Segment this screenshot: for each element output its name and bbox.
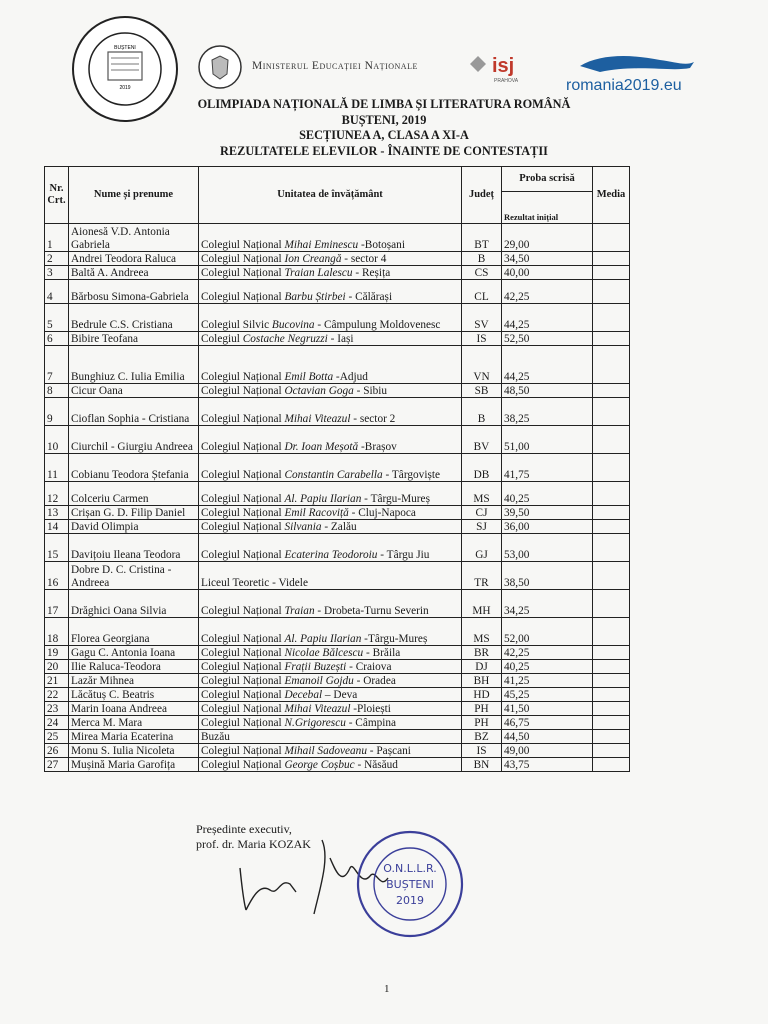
title-line-3: SECȚIUNEA A, CLASA A XI-A: [299, 128, 469, 143]
school-unit-name: Traian Lalescu: [284, 266, 353, 279]
col-header-nr: Nr. Crt.: [45, 167, 69, 224]
media-cell: [593, 426, 630, 454]
table-row: [45, 674, 630, 688]
initial-score: 41,50: [502, 702, 593, 716]
county-code: PH: [462, 702, 502, 716]
school-unit-locality: - Iași: [327, 332, 354, 345]
school-unit-prefix: Colegiul Național: [201, 238, 285, 251]
official-stamp: [354, 828, 466, 940]
table-row: [45, 590, 630, 618]
school-unit-name: Barbu Știrbei: [284, 290, 346, 303]
initial-score: 44,50: [502, 730, 593, 744]
student-name: Andrei Teodora Raluca: [69, 252, 199, 266]
row-number: 11: [45, 454, 69, 482]
col-header-judet: Județ: [462, 167, 502, 224]
school-unit: [199, 506, 462, 520]
student-name: David Olimpia: [69, 520, 199, 534]
school-unit: [199, 562, 462, 590]
school-unit-prefix: Colegiul Național: [201, 520, 285, 533]
student-name: Bunghiuz C. Iulia Emilia: [69, 346, 199, 384]
initial-score: 40,25: [502, 660, 593, 674]
county-code: SJ: [462, 520, 502, 534]
row-number: 6: [45, 332, 69, 346]
school-unit: [199, 590, 462, 618]
school-unit-prefix: Colegiul Național: [201, 660, 285, 673]
row-number: 8: [45, 384, 69, 398]
school-unit-prefix: Colegiul Național: [201, 506, 285, 519]
student-name: Dobre D. C. Cristina - Andreea: [69, 562, 199, 590]
initial-score: 44,25: [502, 304, 593, 332]
school-unit-locality: - Craiova: [346, 660, 392, 673]
row-number: 10: [45, 426, 69, 454]
school-unit-name: Ecaterina Teodoroiu: [284, 548, 378, 561]
initial-score: 38,25: [502, 398, 593, 426]
ministry-name: Ministerul Educației Naționale: [252, 60, 418, 72]
isj-text: isj: [492, 55, 515, 77]
col-header-rezultat: Rezultat inițial: [502, 192, 593, 224]
row-number: 27: [45, 758, 69, 772]
table-row: [45, 332, 630, 346]
school-unit-name: Al. Papiu Ilarian: [284, 632, 362, 645]
row-number: 12: [45, 482, 69, 506]
school-unit-name: Mihai Viteazul: [284, 412, 351, 425]
media-cell: [593, 534, 630, 562]
col-header-proba: Proba scrisă: [502, 167, 593, 192]
school-unit-name: Constantin Carabella: [284, 468, 383, 481]
table-row: [45, 534, 630, 562]
school-unit-locality: - Pașcani: [366, 744, 411, 757]
media-cell: [593, 660, 630, 674]
stamp-center-mid: BUȘTENI: [386, 878, 434, 891]
table-row: [45, 562, 630, 590]
student-name: Bibire Teofana: [69, 332, 199, 346]
stamp-center-year: 2019: [396, 894, 424, 907]
student-name: Florea Georgiana: [69, 618, 199, 646]
school-unit-name: Mihai Viteazul: [284, 702, 351, 715]
county-code: MH: [462, 590, 502, 618]
school-unit-locality: -Ploiești: [350, 702, 391, 715]
school-unit: [199, 252, 462, 266]
school-unit: [199, 304, 462, 332]
initial-score: 43,75: [502, 758, 593, 772]
row-number: 5: [45, 304, 69, 332]
row-number: 21: [45, 674, 69, 688]
school-unit-prefix: Colegiul Național: [201, 646, 285, 659]
table-row: [45, 646, 630, 660]
initial-score: 45,25: [502, 688, 593, 702]
table-row: [45, 346, 630, 384]
school-unit: [199, 674, 462, 688]
row-number: 14: [45, 520, 69, 534]
school-unit: [199, 660, 462, 674]
school-unit-locality: -Brașov: [358, 440, 397, 453]
school-unit-prefix: Colegiul Național: [201, 252, 285, 265]
school-unit-prefix: Colegiul Național: [201, 674, 285, 687]
school-unit-prefix: Colegiul Național: [201, 604, 285, 617]
county-code: TR: [462, 562, 502, 590]
signatory-name: prof. dr. Maria KOZAK: [196, 837, 311, 851]
row-number: 2: [45, 252, 69, 266]
table-row: [45, 384, 630, 398]
initial-score: 41,25: [502, 674, 593, 688]
county-code: BN: [462, 758, 502, 772]
row-number: 3: [45, 266, 69, 280]
table-row: [45, 730, 630, 744]
media-cell: [593, 520, 630, 534]
isj-sub-text: PRAHOVA: [494, 78, 519, 84]
student-name: Davițoiu Ileana Teodora: [69, 534, 199, 562]
school-unit-name: Costache Negruzzi: [242, 332, 328, 345]
county-code: BT: [462, 224, 502, 252]
school-unit-name: Silvania: [284, 520, 322, 533]
table-row: [45, 520, 630, 534]
school-unit: [199, 534, 462, 562]
initial-score: 52,00: [502, 618, 593, 646]
initial-score: 42,25: [502, 280, 593, 304]
media-cell: [593, 646, 630, 660]
school-unit-prefix: Colegiul Național: [201, 384, 285, 397]
media-cell: [593, 398, 630, 426]
student-name: Marin Ioana Andreea: [69, 702, 199, 716]
school-unit-locality: – Deva: [322, 688, 358, 701]
school-unit-locality: -Botoșani: [358, 238, 405, 251]
student-name: Mirea Maria Ecaterina: [69, 730, 199, 744]
table-row: [45, 660, 630, 674]
media-cell: [593, 702, 630, 716]
initial-score: 34,50: [502, 252, 593, 266]
school-unit-name: N.Grigorescu: [284, 716, 346, 729]
school-unit-locality: - Câmpulung Moldovenesc: [314, 318, 441, 331]
county-code: PH: [462, 716, 502, 730]
school-unit-prefix: Colegiul Național: [201, 632, 285, 645]
table-row: [45, 482, 630, 506]
school-unit-prefix: Colegiul Național: [201, 290, 285, 303]
school-unit: [199, 702, 462, 716]
row-number: 16: [45, 562, 69, 590]
school-unit: [199, 384, 462, 398]
school-unit-locality: - sector 4: [341, 252, 387, 265]
student-name: Cioflan Sophia - Cristiana: [69, 398, 199, 426]
initial-score: 48,50: [502, 384, 593, 398]
media-cell: [593, 562, 630, 590]
government-emblem: [194, 44, 246, 90]
school-unit-prefix: Colegiul Național: [201, 266, 285, 279]
initial-score: 44,25: [502, 346, 593, 384]
row-number: 13: [45, 506, 69, 520]
school-unit: [199, 716, 462, 730]
school-unit-name: Dr. Ioan Meșotă: [284, 440, 359, 453]
school-unit-name: Frații Buzești: [284, 660, 347, 673]
results-body: [45, 224, 630, 772]
county-code: CL: [462, 280, 502, 304]
table-row: [45, 224, 630, 252]
county-code: B: [462, 252, 502, 266]
county-code: MS: [462, 618, 502, 646]
table-row: [45, 252, 630, 266]
student-name: Bărbosu Simona-Gabriela: [69, 280, 199, 304]
school-unit: [199, 224, 462, 252]
school-unit: [199, 646, 462, 660]
initial-score: 46,75: [502, 716, 593, 730]
initial-score: 49,00: [502, 744, 593, 758]
student-name: Bedrule C.S. Cristiana: [69, 304, 199, 332]
school-unit-locality: - Câmpina: [345, 716, 397, 729]
school-unit-prefix: Colegiul Național: [201, 370, 285, 383]
media-cell: [593, 744, 630, 758]
county-code: SB: [462, 384, 502, 398]
school-unit: [199, 454, 462, 482]
county-code: DB: [462, 454, 502, 482]
student-name: Drăghici Oana Silvia: [69, 590, 199, 618]
county-code: B: [462, 398, 502, 426]
media-cell: [593, 224, 630, 252]
student-name: Baltă A. Andreea: [69, 266, 199, 280]
media-cell: [593, 280, 630, 304]
student-name: Crișan G. D. Filip Daniel: [69, 506, 199, 520]
student-name: Ciurchil - Giurgiu Andreea: [69, 426, 199, 454]
school-unit: [199, 398, 462, 426]
school-unit-prefix: Buzău: [201, 730, 230, 743]
school-unit: [199, 688, 462, 702]
county-code: SV: [462, 304, 502, 332]
table-row: [45, 618, 630, 646]
school-unit-name: Octavian Goga: [284, 384, 354, 397]
media-cell: [593, 688, 630, 702]
results-table: [44, 166, 630, 772]
row-number: 15: [45, 534, 69, 562]
county-code: GJ: [462, 534, 502, 562]
romania2019-logo: [560, 52, 700, 96]
row-number: 4: [45, 280, 69, 304]
school-unit-name: Decebal: [284, 688, 323, 701]
school-unit-locality: - Brăila: [363, 646, 401, 659]
county-code: MS: [462, 482, 502, 506]
school-unit-name: Al. Papiu Ilarian: [284, 492, 362, 505]
signatory-role: Președinte executiv,: [196, 822, 292, 836]
school-unit-prefix: Colegiul Național: [201, 440, 285, 453]
row-number: 23: [45, 702, 69, 716]
row-number: 26: [45, 744, 69, 758]
initial-score: 52,50: [502, 332, 593, 346]
school-unit: [199, 346, 462, 384]
student-name: Mușină Maria Garofița: [69, 758, 199, 772]
school-unit-prefix: Colegiul Național: [201, 492, 285, 505]
school-unit-name: Mihail Sadoveanu: [284, 744, 367, 757]
student-name: Aionesă V.D. Antonia Gabriela: [69, 224, 199, 252]
school-unit-locality: - Oradea: [353, 674, 396, 687]
school-unit-name: George Coșbuc: [284, 758, 355, 771]
col-header-media: Media: [593, 167, 630, 224]
school-unit-prefix: Colegiul Silvic: [201, 318, 272, 331]
county-code: BH: [462, 674, 502, 688]
media-cell: [593, 716, 630, 730]
school-unit-prefix: Colegiul Național: [201, 758, 285, 771]
school-unit-prefix: Colegiul Național: [201, 688, 285, 701]
county-code: HD: [462, 688, 502, 702]
school-unit: [199, 332, 462, 346]
stamp-center-top: O.N.L.L.R.: [383, 862, 437, 875]
row-number: 22: [45, 688, 69, 702]
school-unit-prefix: Colegiul: [201, 332, 243, 345]
school-unit-name: Bucovina: [271, 318, 315, 331]
table-row: [45, 702, 630, 716]
initial-score: 53,00: [502, 534, 593, 562]
school-unit-locality: - Drobeta-Turnu Severin: [314, 604, 429, 617]
student-name: Cobianu Teodora Ștefania: [69, 454, 199, 482]
school-unit-locality: - Năsăud: [354, 758, 398, 771]
media-cell: [593, 674, 630, 688]
county-code: BZ: [462, 730, 502, 744]
school-unit-name: Mihai Eminescu: [284, 238, 359, 251]
table-row: [45, 688, 630, 702]
school-unit-locality: -Adjud: [333, 370, 368, 383]
document-header: [0, 97, 768, 159]
school-unit-locality: - Târgu-Mureș: [361, 492, 430, 505]
media-cell: [593, 332, 630, 346]
school-unit-locality: - sector 2: [350, 412, 396, 425]
student-name: Lazăr Mihnea: [69, 674, 199, 688]
row-number: 19: [45, 646, 69, 660]
initial-score: 36,00: [502, 520, 593, 534]
title-line-2: BUȘTENI, 2019: [341, 112, 427, 127]
initial-score: 51,00: [502, 426, 593, 454]
initial-score: 41,75: [502, 454, 593, 482]
student-name: Merca M. Mara: [69, 716, 199, 730]
media-cell: [593, 730, 630, 744]
county-code: CS: [462, 266, 502, 280]
student-name: Cicur Oana: [69, 384, 199, 398]
school-unit-prefix: Colegiul Național: [201, 716, 285, 729]
table-row: [45, 426, 630, 454]
table-row: [45, 506, 630, 520]
row-number: 17: [45, 590, 69, 618]
media-cell: [593, 454, 630, 482]
school-unit: [199, 280, 462, 304]
initial-score: 40,00: [502, 266, 593, 280]
media-cell: [593, 252, 630, 266]
county-code: BR: [462, 646, 502, 660]
table-row: [45, 716, 630, 730]
school-unit-prefix: Liceul Teoretic - Videle: [201, 576, 308, 589]
romania2019-text: romania2019.eu: [566, 77, 682, 94]
media-cell: [593, 384, 630, 398]
school-unit-locality: -Târgu-Mureș: [361, 632, 428, 645]
row-number: 24: [45, 716, 69, 730]
school-unit-locality: - Reșița: [352, 266, 391, 279]
student-name: Monu S. Iulia Nicoleta: [69, 744, 199, 758]
school-unit: [199, 744, 462, 758]
student-name: Colceriu Carmen: [69, 482, 199, 506]
page-number: 1: [384, 983, 390, 995]
student-name: Ilie Raluca-Teodora: [69, 660, 199, 674]
row-number: 20: [45, 660, 69, 674]
media-cell: [593, 266, 630, 280]
county-code: DJ: [462, 660, 502, 674]
media-cell: [593, 304, 630, 332]
county-code: VN: [462, 346, 502, 384]
county-code: IS: [462, 744, 502, 758]
school-unit-name: Emanoil Gojdu: [284, 674, 354, 687]
media-cell: [593, 482, 630, 506]
svg-text:BUȘTENI: BUȘTENI: [114, 45, 136, 51]
row-number: 25: [45, 730, 69, 744]
student-name: Lăcătuș C. Beatris: [69, 688, 199, 702]
school-unit-prefix: Colegiul Național: [201, 702, 285, 715]
col-header-unit: Unitatea de învățământ: [199, 167, 462, 224]
school-unit-name: Nicolae Bălcescu: [284, 646, 364, 659]
county-code: CJ: [462, 506, 502, 520]
school-unit-locality: - Târgu Jiu: [377, 548, 430, 561]
media-cell: [593, 590, 630, 618]
school-unit: [199, 482, 462, 506]
school-unit-name: Emil Botta: [284, 370, 334, 383]
initial-score: 42,25: [502, 646, 593, 660]
row-number: 18: [45, 618, 69, 646]
school-unit-name: Traian: [284, 604, 315, 617]
table-row: [45, 398, 630, 426]
media-cell: [593, 506, 630, 520]
student-name: Gagu C. Antonia Ioana: [69, 646, 199, 660]
school-unit: [199, 520, 462, 534]
school-unit: [199, 426, 462, 454]
table-row: [45, 454, 630, 482]
row-number: 1: [45, 224, 69, 252]
school-unit: [199, 730, 462, 744]
row-number: 7: [45, 346, 69, 384]
table-row: [45, 744, 630, 758]
svg-text:2019: 2019: [119, 85, 131, 91]
school-unit: [199, 266, 462, 280]
col-header-name: Nume și prenume: [69, 167, 199, 224]
school-unit: [199, 758, 462, 772]
school-unit-locality: - Cluj-Napoca: [348, 506, 416, 519]
table-row: [45, 280, 630, 304]
school-unit-prefix: Colegiul Național: [201, 744, 285, 757]
school-unit-name: Ion Creangă: [284, 252, 342, 265]
school-unit: [199, 618, 462, 646]
school-unit-prefix: Colegiul Național: [201, 548, 285, 561]
media-cell: [593, 346, 630, 384]
county-code: IS: [462, 332, 502, 346]
title-line-4: REZULTATELE ELEVILOR - ÎNAINTE DE CONTESTAȚII: [220, 143, 548, 158]
table-row: [45, 304, 630, 332]
school-unit-locality: - Sibiu: [353, 384, 388, 397]
school-unit-prefix: Colegiul Național: [201, 468, 285, 481]
school-unit-locality: - Zalău: [321, 520, 357, 533]
title-line-1: OLIMPIADA NAȚIONALĂ DE LIMBA ȘI LITERATURA ROMÂNĂ: [197, 97, 571, 111]
initial-score: 29,00: [502, 224, 593, 252]
media-cell: [593, 758, 630, 772]
school-unit-locality: - Târgoviște: [382, 468, 441, 481]
initial-score: 34,25: [502, 590, 593, 618]
school-unit-locality: - Călărași: [345, 290, 393, 303]
table-row: [45, 758, 630, 772]
initial-score: 38,50: [502, 562, 593, 590]
isj-logo: [466, 50, 534, 88]
school-unit-name: Emil Racoviță: [284, 506, 349, 519]
county-code: BV: [462, 426, 502, 454]
media-cell: [593, 618, 630, 646]
initial-score: 39,50: [502, 506, 593, 520]
table-row: [45, 266, 630, 280]
school-unit-prefix: Colegiul Național: [201, 412, 285, 425]
initial-score: 40,25: [502, 482, 593, 506]
row-number: 9: [45, 398, 69, 426]
